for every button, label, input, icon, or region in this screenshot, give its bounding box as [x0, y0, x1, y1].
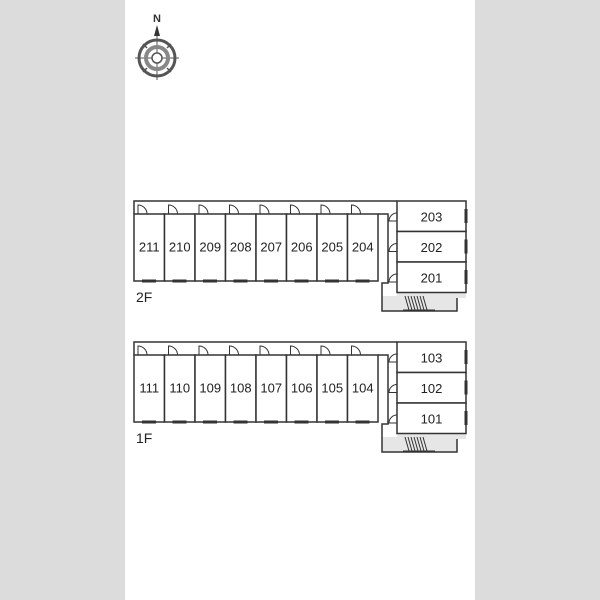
unit-number: 101	[420, 411, 443, 427]
door-icon	[138, 205, 147, 214]
unit-102	[389, 373, 466, 404]
unit-number: 106	[290, 380, 313, 396]
unit-number: 209	[199, 239, 222, 255]
floor-first	[134, 342, 466, 452]
unit-number: 103	[420, 350, 443, 366]
walkway-wall	[378, 355, 388, 437]
door-icon	[230, 346, 239, 355]
unit-number: 202	[420, 239, 443, 255]
unit-202	[389, 232, 466, 263]
unit-number: 108	[229, 380, 252, 396]
door-icon	[260, 205, 269, 214]
walkway-wall	[378, 214, 388, 296]
unit-108	[226, 346, 257, 422]
unit-number: 204	[351, 239, 374, 255]
door-icon	[291, 346, 300, 355]
door-icon	[199, 346, 208, 355]
door-icon	[389, 244, 397, 252]
right-margin-band	[475, 0, 600, 600]
unit-107	[256, 346, 287, 422]
unit-101	[389, 403, 466, 434]
unit-number: 111	[139, 380, 160, 396]
compass-center	[152, 53, 162, 63]
floor-label: 2F	[136, 289, 153, 305]
unit-204	[348, 205, 379, 281]
door-icon	[389, 213, 397, 221]
unit-number: 105	[321, 380, 344, 396]
door-icon	[389, 415, 397, 423]
floor-plan	[125, 0, 475, 600]
door-icon	[389, 385, 397, 393]
door-icon	[389, 354, 397, 362]
unit-number: 109	[199, 380, 222, 396]
unit-106	[287, 346, 318, 422]
floor-label: 1F	[136, 430, 153, 446]
unit-number: 104	[351, 380, 374, 396]
unit-110	[165, 346, 196, 422]
door-icon	[138, 346, 147, 355]
unit-number: 203	[420, 209, 443, 225]
unit-211	[134, 205, 165, 281]
door-icon	[352, 205, 361, 214]
compass-needle-north	[154, 25, 160, 36]
unit-number: 206	[290, 239, 313, 255]
unit-205	[317, 205, 348, 281]
unit-207	[256, 205, 287, 281]
door-icon	[199, 205, 208, 214]
unit-number: 110	[169, 380, 191, 396]
unit-105	[317, 346, 348, 422]
unit-210	[165, 205, 196, 281]
compass-north-label: N	[153, 13, 161, 25]
unit-number: 210	[168, 239, 191, 255]
unit-number: 211	[138, 239, 160, 255]
unit-number: 205	[321, 239, 344, 255]
unit-number: 208	[229, 239, 252, 255]
unit-104	[348, 346, 379, 422]
unit-number: 102	[420, 380, 443, 396]
door-icon	[321, 205, 330, 214]
unit-number: 107	[260, 380, 283, 396]
door-icon	[352, 346, 361, 355]
unit-number: 201	[420, 270, 443, 286]
unit-103	[389, 342, 466, 373]
door-icon	[321, 346, 330, 355]
unit-number: 207	[260, 239, 283, 255]
unit-206	[287, 205, 318, 281]
left-margin-band	[0, 0, 125, 600]
unit-203	[389, 201, 466, 232]
unit-209	[195, 205, 226, 281]
compass-icon	[135, 13, 179, 80]
door-icon	[389, 274, 397, 282]
unit-208	[226, 205, 257, 281]
door-icon	[260, 346, 269, 355]
door-icon	[169, 205, 178, 214]
floor-second	[134, 201, 466, 311]
unit-109	[195, 346, 226, 422]
door-icon	[230, 205, 239, 214]
door-icon	[169, 346, 178, 355]
unit-111	[134, 346, 165, 422]
door-icon	[291, 205, 300, 214]
unit-201	[389, 262, 466, 293]
